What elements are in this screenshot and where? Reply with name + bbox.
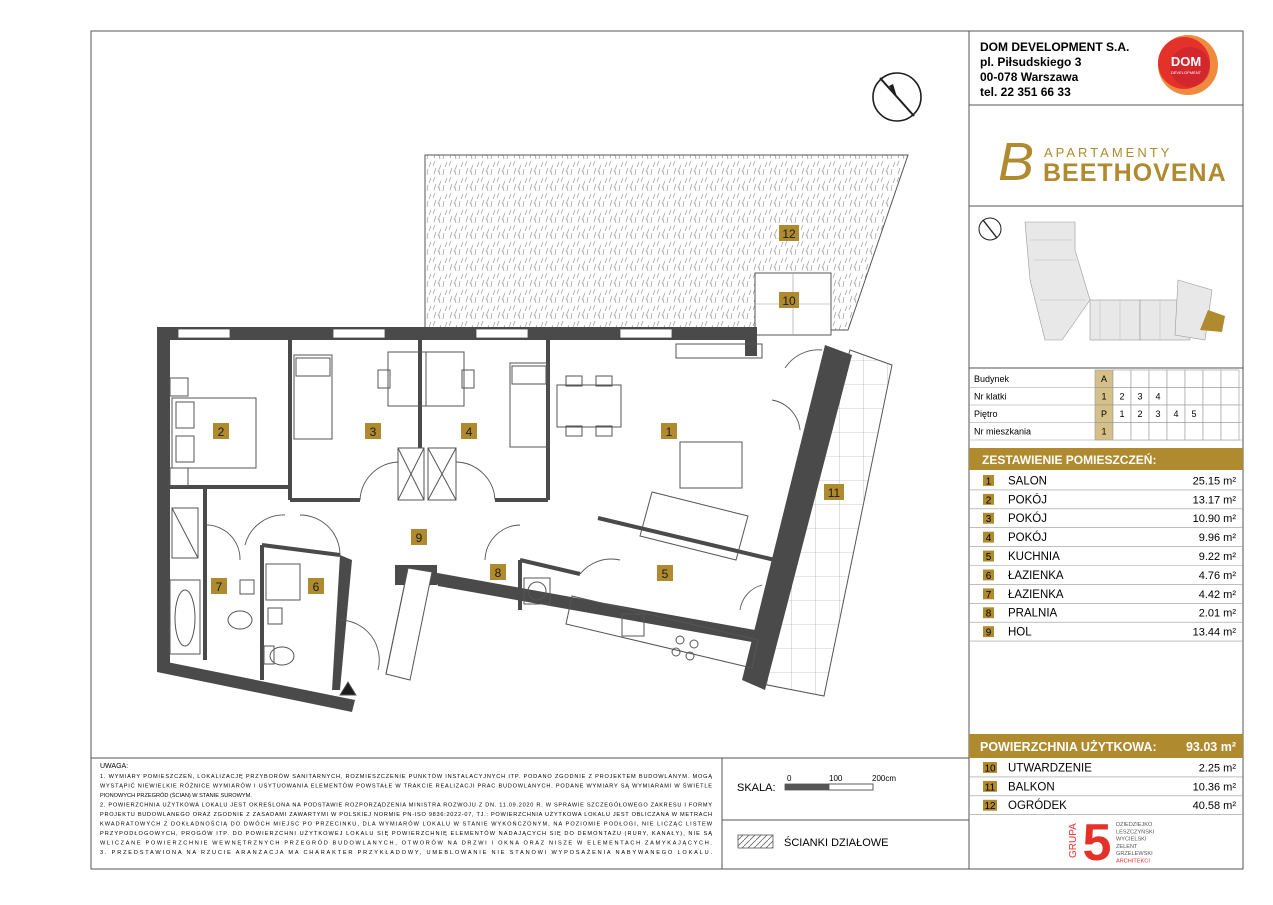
dom-development-logo bbox=[1158, 35, 1218, 95]
selector-row-label: Piętro bbox=[974, 409, 998, 419]
selector-cell[interactable] bbox=[1113, 370, 1131, 388]
developer-info bbox=[980, 40, 1129, 99]
selector-cell-value: 3 bbox=[1137, 391, 1143, 402]
room-number: 6 bbox=[985, 570, 992, 582]
key-plan bbox=[979, 218, 1225, 340]
room-area: 4.42 m² bbox=[1198, 588, 1236, 601]
room-number: 8 bbox=[985, 608, 992, 620]
architect-name-line: DZIEDZIEJKO bbox=[1116, 822, 1153, 828]
room-number: 7 bbox=[985, 589, 992, 601]
room-area: 25.15 m² bbox=[1192, 475, 1236, 488]
svg-text:1: 1 bbox=[665, 425, 673, 439]
selector-row-label: Nr klatki bbox=[974, 391, 1007, 402]
svg-text:2: 2 bbox=[217, 425, 225, 439]
note-line: PRZYPODŁOGOWYCH, PROGÓW ITP. DO POWIERZCHNI UŻYTKOWEJ LOKALU SIĘ POWIERZCHNIĘ ELEMENTÓW NADAJĄCYCH SIĘ DO DEMONTAŻU (RURY, KANAŁY), NIE SĄ bbox=[100, 831, 712, 837]
scale-label: SKALA: bbox=[737, 782, 776, 794]
room-number: 5 bbox=[985, 552, 992, 563]
room-number: 4 bbox=[985, 533, 992, 545]
developer-address-2: 00-078 Warszawa bbox=[980, 70, 1079, 84]
svg-text:12: 12 bbox=[782, 227, 796, 241]
room-area: 9.22 m² bbox=[1198, 551, 1236, 563]
selector-cell[interactable] bbox=[1185, 388, 1203, 406]
selector-cell[interactable] bbox=[1221, 405, 1239, 423]
note-line: 1. WYMIARY POMIESZCZEŃ, LOKALIZACJĘ PRZYBORÓW SANITARNYCH, ROZMIESZCZENIE PUNKTÓW INSTALACYJNYCH ITP. PODANO ZGODNIE Z PROJEKTEM BUDOWLANYM. MOGĄ bbox=[100, 774, 712, 780]
selector-cell-value: 4 bbox=[1173, 409, 1179, 419]
room-label-1 bbox=[661, 423, 677, 439]
note-line: WLICZANE POWIERZCHNIE WEWNĘTRZNYCH PRZEGRÓD BUDOWLANYCH, OTWORÓW NA DRZWI I OKNA ORAZ NISZE W ELEMENTACH ZAMYKAJĄCYCH. bbox=[100, 840, 712, 847]
svg-text:0: 0 bbox=[787, 774, 792, 783]
room-label-5 bbox=[657, 565, 673, 581]
unit-selector-table bbox=[969, 370, 1243, 440]
room-name: ŁAZIENKA bbox=[1008, 588, 1064, 601]
architect-name-line: WYCIELSKI bbox=[1116, 836, 1147, 843]
architect-name-line: ARCHITEKCI bbox=[1116, 858, 1150, 865]
project-logo bbox=[998, 132, 1227, 192]
selector-cell[interactable] bbox=[1185, 423, 1203, 441]
room-name: HOL bbox=[1008, 626, 1032, 639]
room-number: 10 bbox=[984, 763, 996, 775]
selector-cell-value: A bbox=[1100, 374, 1108, 384]
selector-cell-value: 5 bbox=[1191, 409, 1197, 419]
selector-cell[interactable] bbox=[1131, 370, 1149, 388]
north-arrow-icon bbox=[873, 73, 921, 121]
svg-text:100: 100 bbox=[829, 774, 843, 783]
room-name: POKÓJ bbox=[1008, 513, 1047, 526]
wardrobes bbox=[172, 448, 456, 680]
room-area: 2.25 m² bbox=[1198, 762, 1236, 775]
svg-text:4: 4 bbox=[465, 425, 473, 439]
svg-text:BEETHOVENA: BEETHOVENA bbox=[1043, 159, 1227, 187]
total-area-value: 93.03 m² bbox=[1185, 740, 1236, 754]
room-number: 1 bbox=[985, 476, 992, 488]
developer-phone: tel. 22 351 66 33 bbox=[980, 85, 1071, 99]
room-area: 2.01 m² bbox=[1198, 607, 1236, 620]
svg-text:DOM: DOM bbox=[1170, 54, 1202, 69]
svg-text:7: 7 bbox=[215, 580, 223, 594]
selector-cell[interactable] bbox=[1167, 370, 1185, 388]
selector-cell[interactable] bbox=[1167, 423, 1185, 441]
outdoor-areas-table bbox=[969, 762, 1243, 815]
architect-name-line: ZELENT bbox=[1116, 843, 1138, 850]
legend-hatch-swatch bbox=[738, 835, 773, 848]
room-area: 40.58 m² bbox=[1192, 800, 1236, 813]
total-area-label: POWIERZCHNIA UŻYTKOWA: bbox=[980, 740, 1157, 754]
note-line: PIONOWYCH PRZEGRÓD (ŚCIAN) W STANIE SUROWYM. bbox=[100, 793, 252, 799]
scale-bar bbox=[785, 774, 896, 790]
developer-name: DOM DEVELOPMENT S.A. bbox=[980, 40, 1130, 54]
rooms-heading: ZESTAWIENIE POMIESZCZEŃ: bbox=[982, 453, 1157, 467]
room-area: 13.17 m² bbox=[1192, 494, 1236, 507]
room-name: KUCHNIA bbox=[1008, 551, 1060, 563]
note-line: 2. POWIERZCHNIA UŻYTKOWA LOKALU JEST OKREŚLONA NA PODSTAWIE ROZPORZĄDZENIA MINISTRA ROZWOJU Z DN. 11.09.2020 R. W SPRAWIE SZCZEGÓŁOWEGO ZAKRESU I FORMY bbox=[100, 802, 713, 809]
selector-cell[interactable] bbox=[1203, 388, 1221, 406]
room-name: PRALNIA bbox=[1008, 607, 1058, 620]
selector-cell[interactable] bbox=[1221, 388, 1239, 406]
note-line: WYSTĄPIĆ NIEWIELKIE RÓŻNICE WYMIARÓW I USYTUOWANIA ELEMENTÓW POWSTAŁE W TRAKCIE REALIZACJI PRAC BUDOWLANYCH. PODANE WYMIARY SĄ WYMIARAMI W ŚWIETLE bbox=[100, 783, 712, 790]
architect-name-line: LESZCZYŃSKI bbox=[1116, 829, 1155, 836]
room-name: POKÓJ bbox=[1008, 532, 1047, 545]
garden-area bbox=[425, 155, 908, 335]
selector-cell[interactable] bbox=[1203, 423, 1221, 441]
svg-text:6: 6 bbox=[312, 580, 320, 594]
room-label-6 bbox=[308, 578, 324, 594]
room-label-10 bbox=[779, 292, 799, 308]
svg-text:9: 9 bbox=[415, 531, 423, 545]
svg-text:APARTAMENTY: APARTAMENTY bbox=[1044, 145, 1173, 160]
svg-text:10: 10 bbox=[782, 294, 796, 308]
architect-name-line: GRZELEWSKI bbox=[1116, 851, 1153, 858]
room-area: 4.76 m² bbox=[1198, 569, 1236, 582]
room-number: 9 bbox=[985, 627, 992, 639]
selector-cell-value: 1 bbox=[1101, 426, 1107, 437]
room-label-2 bbox=[213, 423, 229, 439]
selector-cell-value: 2 bbox=[1137, 409, 1143, 419]
room-label-4 bbox=[461, 423, 477, 439]
note-line: 3. PRZEDSTAWIONA NA RZUCIE ARANŻACJA MA CHARAKTER PRZYKŁADOWY, UMEBLOWANIE NIE STANOWI WYPOSAŻENIA NABYWANEGO LOKALU. bbox=[100, 850, 713, 856]
room-label-3 bbox=[365, 423, 381, 439]
room-number: 11 bbox=[984, 782, 996, 794]
selector-cell-value: 4 bbox=[1155, 391, 1161, 402]
svg-text:5: 5 bbox=[661, 567, 669, 581]
room-label-9 bbox=[411, 529, 427, 545]
room-number: 12 bbox=[984, 801, 996, 813]
svg-text:5: 5 bbox=[1082, 814, 1112, 872]
rooms-table bbox=[969, 475, 1243, 641]
selector-cell[interactable] bbox=[1203, 405, 1221, 423]
note-line: PROJEKTU BUDOWLANEGO ORAZ ZGODNIE Z ZASADAMI ZAWARTYMI W POLSKIEJ NORMIE PN-ISO 9836:2022-07, TJ.: POWIERZCHNIA UŻYTKOWA LOKALU JEST OBLICZANA W METRACH bbox=[100, 812, 712, 818]
selector-cell-value: 3 bbox=[1155, 409, 1161, 419]
room-name: BALKON bbox=[1008, 781, 1055, 794]
room-area: 13.44 m² bbox=[1192, 626, 1236, 639]
interior-partitions bbox=[170, 340, 775, 690]
selector-cell[interactable] bbox=[1113, 423, 1131, 441]
selector-cell[interactable] bbox=[1149, 423, 1167, 441]
selector-cell[interactable] bbox=[1203, 370, 1221, 388]
room-name: ŁAZIENKA bbox=[1008, 569, 1064, 582]
room-label-8 bbox=[490, 564, 506, 580]
room-name: OGRÓDEK bbox=[1008, 800, 1067, 813]
selector-row-label: Budynek bbox=[974, 374, 1010, 384]
room-area: 9.96 m² bbox=[1198, 532, 1236, 545]
room-number: 3 bbox=[985, 514, 992, 526]
room-label-12 bbox=[779, 225, 799, 241]
legend-label: ŚCIANKI DZIAŁOWE bbox=[784, 837, 889, 849]
notes-title: UWAGA: bbox=[100, 763, 129, 770]
svg-text:8: 8 bbox=[494, 566, 502, 580]
room-area: 10.90 m² bbox=[1192, 513, 1236, 526]
architect-logo bbox=[1068, 814, 1155, 872]
svg-text:B: B bbox=[997, 132, 1035, 192]
door-swings bbox=[205, 350, 822, 695]
svg-text:DEVELOPMENT: DEVELOPMENT bbox=[1170, 70, 1202, 75]
room-name: SALON bbox=[1008, 475, 1047, 488]
selector-cell[interactable] bbox=[1167, 388, 1185, 406]
svg-text:GRUPA: GRUPA bbox=[1068, 823, 1079, 858]
svg-text:11: 11 bbox=[827, 486, 841, 500]
selector-cell-value: 2 bbox=[1119, 391, 1125, 402]
selector-cell-value: 1 bbox=[1119, 409, 1125, 419]
selector-cell-value: 1 bbox=[1101, 391, 1107, 402]
room-label-11 bbox=[824, 484, 844, 500]
selector-row-label: Nr mieszkania bbox=[974, 426, 1032, 437]
room-number: 2 bbox=[985, 495, 992, 507]
room-area: 10.36 m² bbox=[1192, 781, 1236, 794]
selector-cell[interactable] bbox=[1221, 423, 1239, 441]
room-name: UTWARDZENIE bbox=[1008, 762, 1092, 775]
selector-cell[interactable] bbox=[1221, 370, 1239, 388]
svg-text:3: 3 bbox=[369, 425, 377, 439]
selector-cell[interactable] bbox=[1185, 370, 1203, 388]
notes bbox=[100, 773, 713, 856]
selector-cell-value: P bbox=[1100, 409, 1108, 419]
room-name: POKÓJ bbox=[1008, 494, 1047, 507]
room-label-7 bbox=[211, 578, 227, 594]
selector-cell[interactable] bbox=[1149, 370, 1167, 388]
selector-cell[interactable] bbox=[1131, 423, 1149, 441]
developer-address-1: pl. Piłsudskiego 3 bbox=[980, 55, 1082, 69]
svg-text:200cm: 200cm bbox=[872, 774, 897, 783]
note-line: KWADRATOWYCH Z DOKŁADNOŚCIĄ DO DWÓCH MIEJSC PO PRZECINKU, DLA WYMIARÓW LOKALU W STANIE WYKOŃCZONYM, NA POZIOMIE PODŁOGI, NIE LICZĄC LISTEW bbox=[100, 821, 712, 828]
